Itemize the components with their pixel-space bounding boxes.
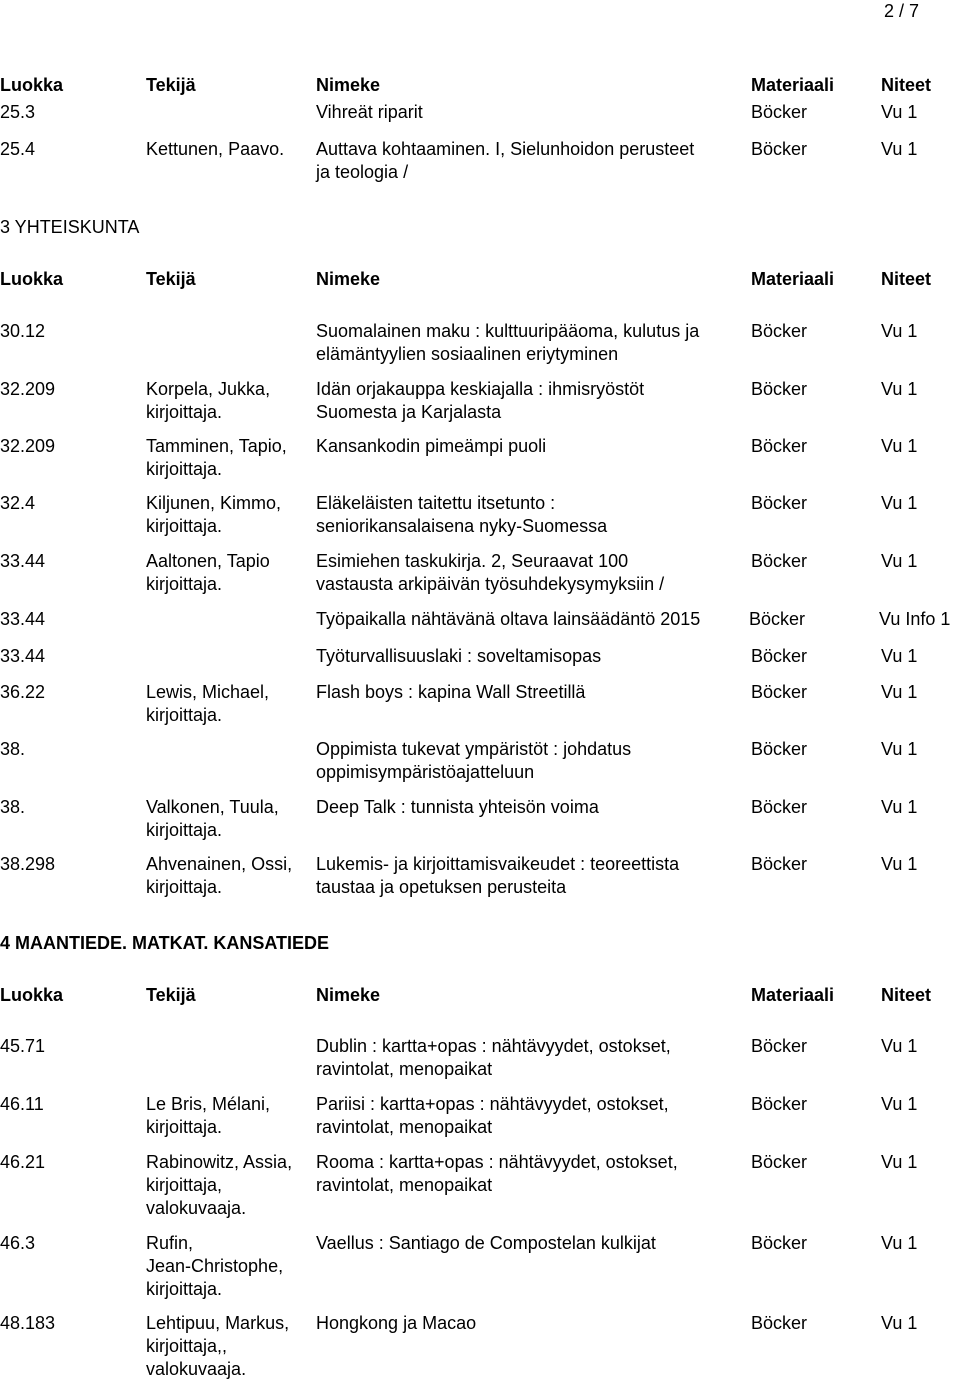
notes-cell: Vu 1 [881,379,918,399]
table-row [0,1151,960,1218]
title-line: Vaellus : Santiago de Compostelan kulkijat [316,1233,656,1253]
title-line: Dublin : kartta+opas : nähtävyydet, ostokset, [316,1036,671,1056]
table-row [0,1093,960,1137]
title-cell [316,320,756,366]
title-cell [316,1232,756,1255]
table-row [0,681,960,725]
title-cell [316,492,756,538]
title-line: Idän orjakauppa keskiajalla : ihmisryöstöt [316,379,645,399]
author-line: kirjoittaja. [146,516,223,536]
title-line: Auttava kohtaaminen. I, Sielunhoidon perusteet [316,139,695,159]
notes-cell: Vu 1 [881,646,918,666]
author-cell [146,1093,314,1139]
material-cell: Böcker [751,739,808,759]
class-cell: 32.209 [0,379,56,399]
title-cell [316,1151,756,1197]
material-cell: Böcker [751,646,808,666]
notes-cell: Vu 1 [881,1313,918,1333]
class-cell: 33.44 [0,551,46,571]
title-line: Kansankodin pimeämpi puoli [316,436,547,456]
material-cell: Böcker [751,102,808,122]
title-line: seniorikansalaisena nyky-Suomessa [316,516,608,536]
column-header-author: Tekijä [146,269,196,289]
column-header-author: Tekijä [146,985,196,1005]
author-line: kirjoittaja. [146,1279,223,1299]
title-line: elämäntyylien sosiaalinen eriytyminen [316,344,619,364]
author-line: kirjoittaja,, [146,1336,228,1356]
material-cell: Böcker [749,609,806,629]
author-cell [146,138,314,161]
notes-cell: Vu 1 [881,139,918,159]
notes-cell: Vu 1 [881,1094,918,1114]
title-cell [316,378,756,424]
title-line: Deep Talk : tunnista yhteisön voima [316,797,599,817]
material-cell: Böcker [751,379,808,399]
author-line: kirjoittaja. [146,1117,223,1137]
author-line: Lewis, Michael, [146,682,270,702]
column-header-notes: Niteet [881,985,932,1005]
author-line: Kiljunen, Kimmo, [146,493,282,513]
class-cell: 32.4 [0,493,36,513]
author-line: Korpela, Jukka, [146,379,271,399]
material-cell: Böcker [751,321,808,341]
notes-cell: Vu 1 [881,493,918,513]
column-header-title: Nimeke [316,75,381,95]
material-cell: Böcker [751,493,808,513]
author-cell [146,853,314,899]
author-line: kirjoittaja, [146,1175,223,1195]
title-line: vastausta arkipäivän työsuhdekysymyksiin / [316,574,665,594]
author-line: Tamminen, Tapio, [146,436,287,456]
column-header-material: Materiaali [751,75,835,95]
material-cell: Böcker [751,1036,808,1056]
table-row [0,796,960,840]
class-cell: 38.298 [0,854,56,874]
title-cell [316,1093,756,1139]
author-cell [146,796,314,842]
author-line: kirjoittaja. [146,459,223,479]
notes-cell: Vu 1 [881,797,918,817]
table-row [0,320,960,364]
column-header-title: Nimeke [316,985,381,1005]
notes-cell: Vu 1 [881,321,918,341]
column-header-class: Luokka [0,269,64,289]
table-header [0,984,960,1007]
class-cell: 46.21 [0,1152,46,1172]
column-header-notes: Niteet [881,75,932,95]
page-number: 2 / 7 [884,1,920,21]
section-heading: 3 YHTEISKUNTA [0,217,140,237]
table-row [0,1312,960,1379]
class-cell: 32.209 [0,436,56,456]
title-line: ravintolat, menopaikat [316,1117,493,1137]
class-cell: 36.22 [0,682,46,702]
notes-cell: Vu Info 1 [879,609,951,629]
class-cell: 25.4 [0,139,36,159]
author-cell [146,435,314,481]
column-header-material: Materiaali [751,269,835,289]
title-cell [316,1312,756,1335]
class-cell: 25.3 [0,102,36,122]
material-cell: Böcker [751,1094,808,1114]
title-cell [316,435,756,458]
title-line: Suomesta ja Karjalasta [316,402,502,422]
material-cell: Böcker [751,436,808,456]
author-line: Ahvenainen, Ossi, [146,854,293,874]
table-header [0,268,960,291]
title-cell [316,853,756,899]
class-cell: 45.71 [0,1036,46,1056]
title-cell [316,796,756,819]
author-line: kirjoittaja. [146,820,223,840]
notes-cell: Vu 1 [881,551,918,571]
table-row [0,101,960,124]
title-line: Työturvallisuuslaki : soveltamisopas [316,646,602,666]
column-header-class: Luokka [0,985,64,1005]
title-cell [316,550,756,596]
author-line: Aaltonen, Tapio [146,551,270,571]
title-cell [316,738,756,784]
author-line: Lehtipuu, Markus, [146,1313,290,1333]
title-line: Rooma : kartta+opas : nähtävyydet, ostokset, [316,1152,678,1172]
author-line: Kettunen, Paavo. [146,139,285,159]
table-header [0,74,960,97]
author-line: valokuvaaja. [146,1359,247,1379]
author-line: Rufin, [146,1233,194,1253]
class-cell: 46.11 [0,1094,44,1114]
column-header-title: Nimeke [316,269,381,289]
author-line: Jean-Christophe, [146,1256,284,1276]
material-cell: Böcker [751,1313,808,1333]
material-cell: Böcker [751,682,808,702]
notes-cell: Vu 1 [881,102,918,122]
column-header-class: Luokka [0,75,64,95]
title-line: Esimiehen taskukirja. 2, Seuraavat 100 [316,551,629,571]
notes-cell: Vu 1 [881,854,918,874]
table-row [0,608,960,631]
author-line: valokuvaaja. [146,1198,247,1218]
notes-cell: Vu 1 [881,436,918,456]
material-cell: Böcker [751,551,808,571]
author-cell [146,550,314,596]
column-header-notes: Niteet [881,269,932,289]
class-cell: 38. [0,739,26,759]
title-line: Pariisi : kartta+opas : nähtävyydet, ostokset, [316,1094,669,1114]
material-cell: Böcker [751,1233,808,1253]
table-row [0,435,960,479]
notes-cell: Vu 1 [881,1036,918,1056]
title-cell [316,1035,756,1081]
author-cell [146,1312,314,1381]
author-line: kirjoittaja. [146,705,223,725]
title-cell [316,101,756,124]
title-line: Työpaikalla nähtävänä oltava lainsäädäntö 2015 [316,609,701,629]
class-cell: 33.44 [0,646,46,666]
notes-cell: Vu 1 [881,682,918,702]
author-line: Rabinowitz, Assia, [146,1152,293,1172]
title-line: Suomalainen maku : kulttuuripääoma, kulutus ja [316,321,700,341]
author-cell [146,378,314,424]
title-line: Hongkong ja Macao [316,1313,477,1333]
author-line: Le Bris, Mélani, [146,1094,271,1114]
author-cell [146,1232,314,1301]
section-heading: 4 MAANTIEDE. MATKAT. KANSATIEDE [0,933,330,953]
notes-cell: Vu 1 [881,739,918,759]
title-line: ravintolat, menopaikat [316,1175,493,1195]
author-line: kirjoittaja. [146,574,223,594]
class-cell: 48.183 [0,1313,56,1333]
title-line: Lukemis- ja kirjoittamisvaikeudet : teoreettista [316,854,680,874]
title-line: Flash boys : kapina Wall Streetillä [316,682,586,702]
author-line: Valkonen, Tuula, [146,797,279,817]
table-row [0,738,960,782]
table-row [0,853,960,897]
title-line: ravintolat, menopaikat [316,1059,493,1079]
title-cell [316,645,756,668]
title-line: Vihreät riparit [316,102,423,122]
table-row [0,1232,960,1299]
author-line: kirjoittaja. [146,877,223,897]
class-cell: 38. [0,797,26,817]
class-cell: 33.44 [0,609,46,629]
notes-cell: Vu 1 [881,1233,918,1253]
table-row [0,645,960,668]
material-cell: Böcker [751,797,808,817]
table-row [0,492,960,536]
title-line: oppimisympäristöajatteluun [316,762,535,782]
class-cell: 30.12 [0,321,46,341]
title-line: taustaa ja opetuksen perusteita [316,877,567,897]
title-line: ja teologia / [316,162,409,182]
title-line: Oppimista tukevat ympäristöt : johdatus [316,739,632,759]
material-cell: Böcker [751,854,808,874]
column-header-author: Tekijä [146,75,196,95]
author-cell [146,492,314,538]
author-cell [146,1151,314,1220]
title-cell [316,608,756,631]
title-line: Eläkeläisten taitettu itsetunto : [316,493,556,513]
table-row [0,550,960,594]
title-cell [316,681,756,704]
material-cell: Böcker [751,139,808,159]
table-row [0,378,960,422]
author-line: kirjoittaja. [146,402,223,422]
class-cell: 46.3 [0,1233,36,1253]
title-cell [316,138,756,184]
column-header-material: Materiaali [751,985,835,1005]
author-cell [146,681,314,727]
table-row [0,138,960,182]
material-cell: Böcker [751,1152,808,1172]
table-row [0,1035,960,1079]
notes-cell: Vu 1 [881,1152,918,1172]
